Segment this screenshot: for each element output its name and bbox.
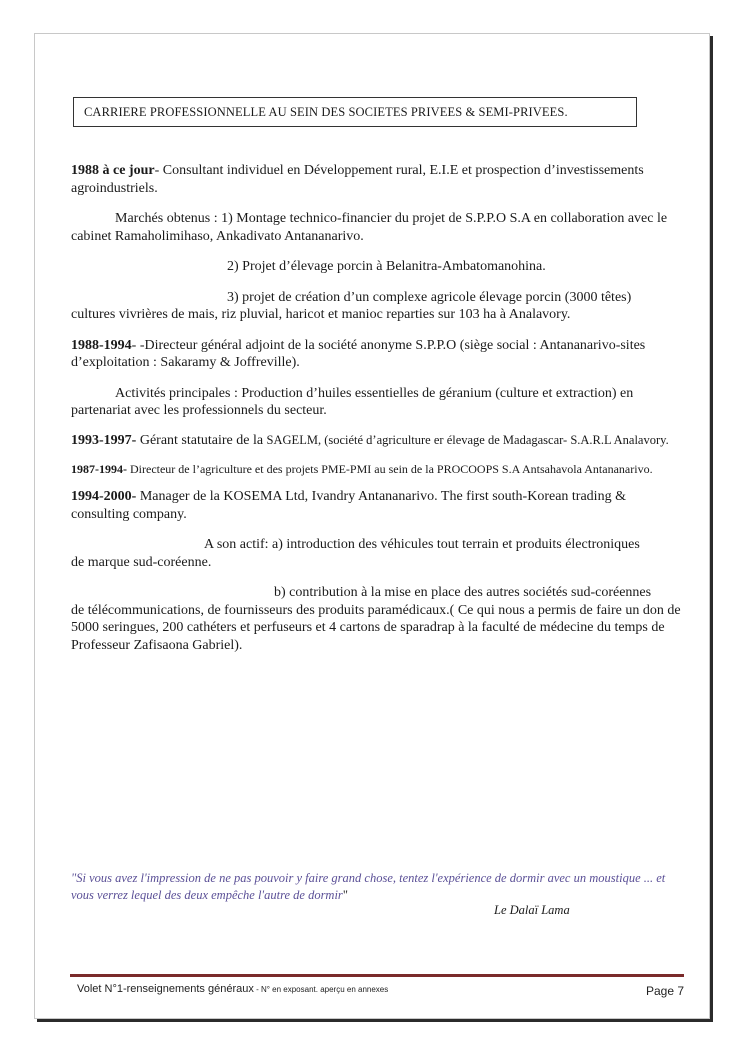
quote-author: Le Dalaï Lama (494, 903, 570, 917)
section-heading: CARRIERE PROFESSIONNELLE AU SEIN DES SOCIETES PRIVEES & SEMI-PRIVEES. (73, 97, 637, 127)
entry-1988-present (71, 162, 685, 197)
entry-1988-1994 (71, 337, 685, 372)
entry-text-small: SAGELM, (société d’agriculture er élevage de Madagascar- S.A.R.L Analavory. (266, 432, 669, 447)
entry-1994-2000 (71, 488, 685, 523)
asset-b-rest: de télécommunications, de fournisseurs des produits paramédicaux.( Ce qui nous a permis de faire un don de 5000 seringues, 200 cathéters et perfuseurs et 4 cartons de sparadrap à la faculté de médecine du temps de Professeur Zafisaona Gabriel). (71, 602, 681, 653)
entry-1987-1994 (71, 461, 685, 477)
page-number: Page 7 (646, 984, 685, 998)
entry-text: - -Directeur général adjoint de la société anonyme S.P.P.O (siège social : Antananarivo-sites d’exploitation : Sakaramy & Joffreville). (71, 337, 646, 370)
career-content (71, 162, 685, 654)
footer-divider (70, 974, 684, 977)
footer-title: Volet N°1-renseignements généraux (77, 983, 254, 995)
markets-intro: Marchés obtenus : 1) Montage technico-financier du projet de S.P.P.O S.A en collaboration avec le cabinet Ramaholimihaso, Ankadivato Antananarivo. (71, 211, 668, 244)
quote (71, 870, 671, 903)
entry-years: 1988-1994 (71, 337, 132, 353)
entry-text: - Consultant individuel en Développement rural, E.I.E et prospection d’investissements agroindustriels. (71, 163, 644, 196)
footer-left (77, 983, 388, 995)
entry-1993-1997 (71, 432, 685, 450)
asset-b-first-line: b) contribution à la mise en place des autres sociétés sud-coréennes (274, 585, 652, 600)
entry-text: Manager de la KOSEMA Ltd, Ivandry Antananarivo. The first south-Korean trading & consulting company. (71, 489, 626, 522)
activities: Activités principales : Production d’huiles essentielles de géranium (culture et extraction) en partenariat avec les professionnels du secteur. (71, 385, 634, 418)
asset-a-second-line: de marque sud-coréenne. (71, 554, 212, 570)
entry-text: Directeur de l’agriculture et des projets PME-PMI au sein de la PROCOOPS S.A Antsahavola Antananarivo. (127, 462, 653, 476)
quote-text: "Si vous avez l'impression de ne pas pouvoir y faire grand chose, tentez l'expérience de dormir avec un moustique ... et vous verrez lequel des deux empêche l'autre de dormir (71, 871, 666, 902)
entry-years: 1994-2000- (71, 489, 137, 504)
entry-years: 1987-1994- (71, 462, 127, 476)
market-3-second-line: cultures vivrières de mais, riz pluvial, haricot et manioc reparties sur 103 ha à Analavory. (71, 307, 571, 322)
market-3-first-line: 3) projet de création d’un complexe agricole élevage porcin (3000 têtes) (227, 289, 632, 305)
footer-note: - N° en exposant. aperçu en annexes (253, 985, 389, 994)
entry-years: 1988 à ce jour (71, 163, 155, 178)
market-2: 2) Projet d’élevage porcin à Belanitra-Ambatomanohina. (227, 259, 546, 274)
entry-text: Gérant statutaire de la (136, 432, 267, 448)
asset-a-first-line: A son actif: a) introduction des véhicules tout terrain et produits électroniques (204, 537, 640, 552)
quote-close-mark: " (342, 887, 348, 902)
entry-years: 1993-1997- (71, 432, 137, 448)
